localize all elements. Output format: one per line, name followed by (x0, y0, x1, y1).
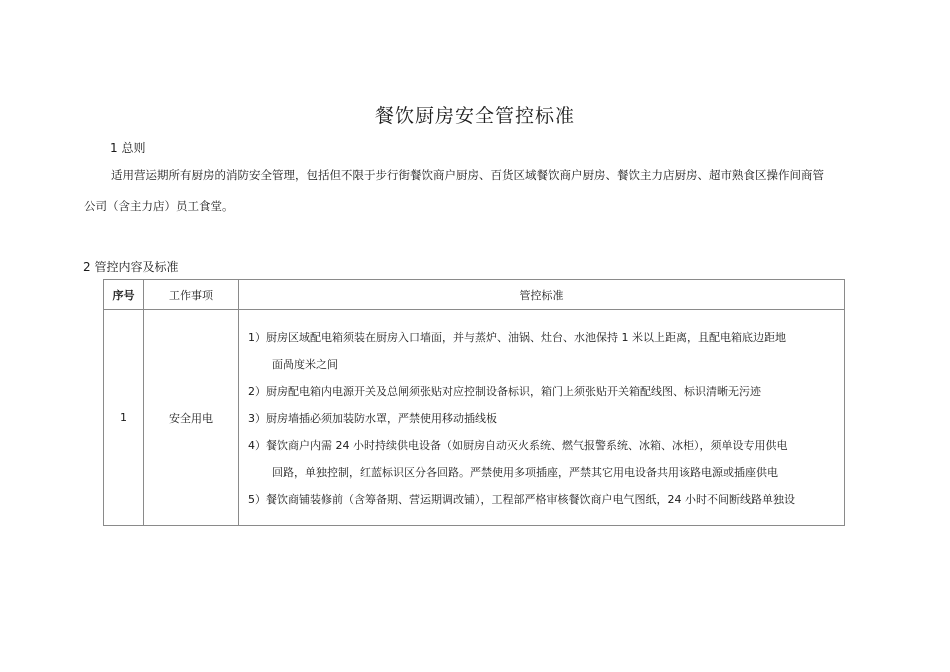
standard-2-line-1: 2）厨房配电箱内电源开关及总闸须张贴对应控制设备标识，箱门上须张贴开关箱配线图、标识清晰无污迹 (248, 385, 761, 398)
header-standard: 管控标准 (239, 280, 845, 310)
standard-item-1 (239, 324, 844, 378)
section-heading-control: 2 管控内容及标准 (83, 260, 179, 274)
standard-item-5 (239, 486, 844, 513)
section-heading-general: 1 总则 (110, 141, 146, 155)
header-seq: 序号 (104, 280, 144, 310)
standard-1-line-2: 面咼度米之间 (272, 358, 338, 371)
control-standards-table (103, 279, 845, 526)
standard-item-3 (239, 405, 844, 432)
table-header-row (104, 280, 845, 310)
document-title: 餐饮厨房安全管控标准 (374, 105, 575, 127)
general-paragraph-line-2: 公司（含主力店）员工食堂。 (84, 199, 234, 213)
standard-3-line-1: 3）厨房墙插必须加装防水罩，严禁使用移动插线板 (248, 412, 497, 425)
standard-item-4 (239, 432, 844, 486)
header-work-item: 工作事项 (144, 280, 239, 310)
table-row (104, 310, 845, 526)
standard-1-line-1: 1）厨房区域配电箱须装在厨房入口墙面，并与蒸炉、油锅、灶台、水池保持 1 米以上距离，且配电箱底边距地 (248, 331, 786, 344)
row-seq: 1 (104, 310, 144, 526)
standard-4-line-2: 回路，单独控制，红蓝标识区分各回路。严禁使用多项插座，严禁其它用电设备共用该路电源或插座供电 (272, 466, 778, 479)
row-standards (239, 310, 845, 526)
row-work-item: 安全用电 (144, 310, 239, 526)
general-paragraph-line-1: 适用营运期所有厨房的消防安全管理，包括但不限于步行街餐饮商户厨房、百货区域餐饮商户厨房、餐饮主力店厨房、超市熟食区操作间商管 (111, 168, 824, 182)
standard-5-line-1: 5）餐饮商铺装修前（含筹备期、营运期调改铺），工程部严格审核餐饮商户电气图纸，24 小时不间断线路单独设 (248, 493, 795, 506)
standard-4-line-1: 4）餐饮商户内需 24 小时持续供电设备（如厨房自动灭火系统、燃气报警系统、冰箱、冰柜），须单设专用供电 (248, 439, 788, 452)
standard-item-2 (239, 378, 844, 405)
